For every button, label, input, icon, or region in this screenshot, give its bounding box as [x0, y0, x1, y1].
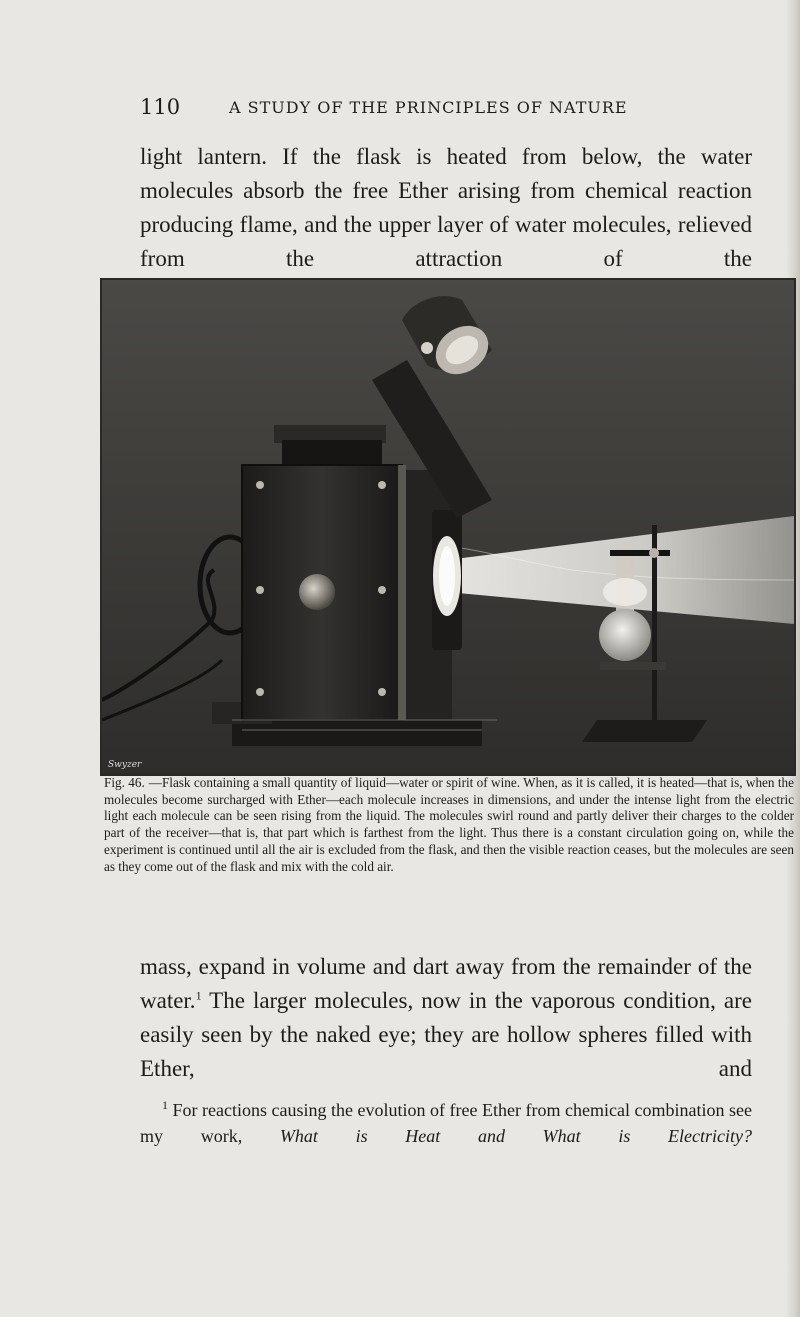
footnote-work-title: What is Heat and What is Electricity? — [279, 1126, 753, 1146]
engraver-signature: Swyzer — [108, 760, 142, 770]
paragraph-text-before-note: mass, expand in volume and dart away from the remainder of the water. — [140, 954, 752, 1013]
page-number: 110 — [140, 95, 181, 119]
body-paragraph-top: light lantern. If the flask is heated from below, the water molecules absorb the free Ether arising from chemical reaction producing flame, and the upper layer of water molecules, relieved from the attraction of the — [140, 144, 752, 271]
caption-text: —Flask containing a small quantity of liquid—water or spirit of wine. When, as it is called, it is heated—that is, when the molecules become surcharged with Ether—each molecule increases in dimensions, and under the intense light from the electric light each molecule can be seen rising from the liquid. The molecules swirl round and partly deliver their charges to the colder part of the receiver—that is, that part which is farthest from the light. Thus there is a constant circulation going on, while the experiment is continued until all the air is excluded from the flask, and then the visible reaction ceases, but the molecules are seen as they come out of the flask and mix with the cold air. — [104, 775, 794, 874]
paragraph-text-after-note: The larger molecules, now in the vaporous condition, are easily seen by the naked eye; they are hollow spheres filled with Ether, and — [140, 988, 752, 1081]
figure-caption — [104, 775, 794, 875]
footnote-reference[interactable]: 1 — [195, 988, 202, 1003]
footnote-marker: 1 — [162, 1098, 168, 1112]
body-paragraph-bottom — [140, 950, 752, 1086]
lantern-flask-engraving — [102, 280, 794, 774]
footnote-text: For reactions causing the evolution of free Ether from chemical combination see my work, — [140, 1100, 752, 1146]
footnote — [140, 1097, 752, 1149]
figure-illustration — [100, 278, 796, 776]
running-title: A STUDY OF THE PRINCIPLES OF NATURE — [229, 98, 628, 117]
figure-label: Fig. 46. — [104, 775, 145, 790]
page-header — [0, 95, 800, 123]
